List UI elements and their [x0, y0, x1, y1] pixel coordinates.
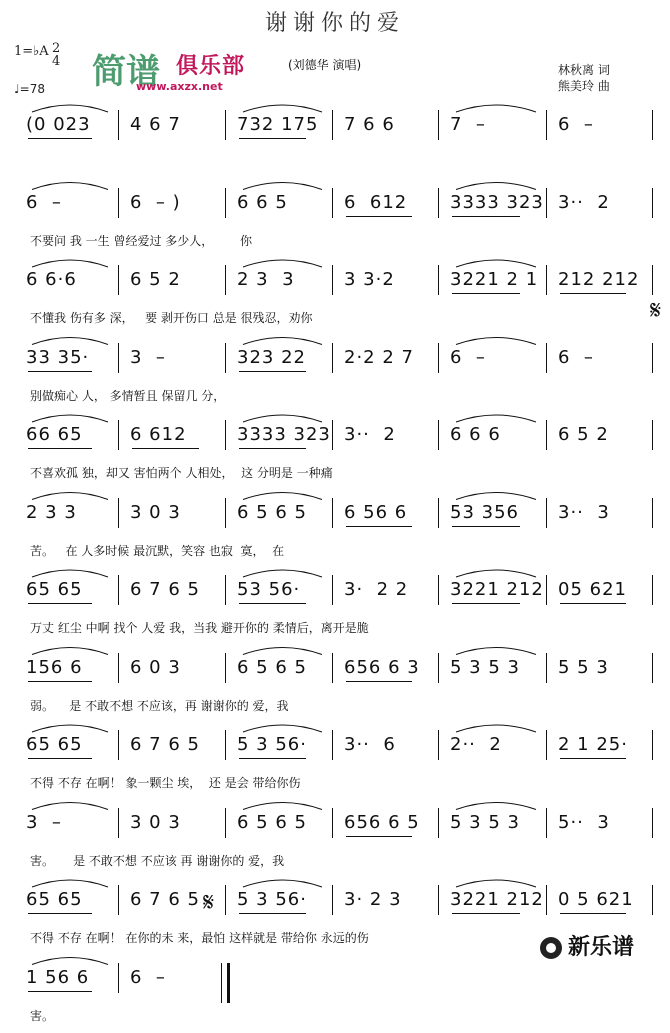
- bar-line: [118, 575, 119, 605]
- bar-line: [118, 343, 119, 373]
- bar-line: [652, 730, 653, 760]
- logo-word: 俱乐部: [176, 54, 246, 79]
- lyricist-credit: 林秋离 词: [558, 63, 610, 77]
- measure-notes: 2·2 2 7: [344, 346, 414, 368]
- bar-line: [118, 730, 119, 760]
- measure-notes: 3·· 2: [558, 191, 610, 213]
- beam-line: [346, 836, 412, 837]
- beam-line: [239, 758, 306, 759]
- measure-notes: 3·· 3: [558, 501, 610, 523]
- measure-notes: 156 6: [26, 656, 83, 678]
- bar-line: [546, 498, 547, 528]
- site-logo: [92, 44, 272, 100]
- measure-notes: 6 612: [130, 424, 187, 445]
- bar-line: [652, 653, 653, 683]
- bar-line: [438, 575, 439, 605]
- measure-notes: 656 6 3: [344, 656, 420, 678]
- beam-line: [560, 293, 626, 294]
- measure-notes: 3 0 3: [130, 501, 181, 523]
- score-row: [0, 110, 670, 180]
- bar-line: [225, 730, 226, 760]
- lyrics-line: 害。 是 不敢不想 不应该 再 谢谢你的 爱，我: [30, 853, 285, 868]
- measure-notes: 6 5 2: [130, 269, 181, 290]
- measure-notes: 6 0 3: [130, 656, 181, 678]
- bar-line: [225, 575, 226, 605]
- score-row: [0, 188, 670, 258]
- bar-line: [652, 420, 653, 450]
- measure-notes: 65 65: [26, 889, 83, 910]
- segno-mark-end: 𝄋: [203, 888, 215, 918]
- measure-notes: 3 3·2: [344, 269, 395, 290]
- measure-notes: 2 3 3: [26, 501, 77, 523]
- measure-notes: 6 5 6 5: [237, 501, 307, 523]
- measure-notes: 3333 323: [450, 191, 544, 213]
- bar-line: [332, 885, 333, 915]
- singer-credit: (刘德华 演唱): [288, 58, 362, 72]
- measure-notes: 66 65: [26, 424, 83, 445]
- score-row: [0, 420, 670, 490]
- measure-notes: 6 –: [558, 346, 594, 368]
- composer-credit: 熊美玲 曲: [558, 79, 610, 93]
- measure-notes: 65 65: [26, 734, 83, 755]
- bar-line: [652, 575, 653, 605]
- bar-line: [118, 498, 119, 528]
- measure-notes: 6 7 6 5: [130, 734, 200, 755]
- score-row: [0, 730, 670, 800]
- measure-notes: 3 0 3: [130, 811, 181, 833]
- measure-notes: 3221 212: [450, 579, 544, 600]
- bar-line: [332, 498, 333, 528]
- bar-line: [652, 498, 653, 528]
- lyrics-line: 不要问 我 一生 曾经爱过 多少人， 你: [30, 233, 252, 248]
- beam-line: [452, 913, 520, 914]
- measure-notes: 6 6 5: [237, 191, 288, 213]
- measure-notes: 3221 212: [450, 889, 544, 910]
- measure-notes: 3·· 2: [344, 424, 396, 445]
- measure-notes: 656 6 5: [344, 811, 420, 833]
- bar-line: [225, 110, 226, 140]
- measure-notes: 0 5 621: [558, 889, 634, 910]
- score-row: [0, 343, 670, 413]
- beam-line: [239, 138, 306, 139]
- measure-notes: 05 621: [558, 579, 627, 600]
- bar-line: [118, 188, 119, 218]
- measure-notes: 6 56 6: [344, 501, 408, 523]
- measure-notes: 6 – ): [130, 191, 181, 213]
- bar-line: [332, 808, 333, 838]
- bar-line: [118, 653, 119, 683]
- measure-notes: 6 7 6 5: [130, 579, 200, 600]
- tempo-marking: ♩=78: [14, 82, 45, 96]
- measure-notes: 4 6 7: [130, 114, 181, 135]
- measure-notes: 3221 2 1: [450, 269, 539, 290]
- lyrics-line: 害。: [30, 1008, 55, 1023]
- measure-notes: 7 –: [450, 114, 486, 135]
- measure-notes: 6 5 6 5: [237, 656, 307, 678]
- beam-line: [346, 681, 412, 682]
- bar-line: [332, 265, 333, 295]
- bar-line: [546, 188, 547, 218]
- score-row: [0, 498, 670, 568]
- lyrics-line: 不懂我 伤有多 深， 要 剥开伤口 总是 很残忍，劝你: [30, 311, 313, 325]
- measure-notes: 732 175: [237, 114, 319, 135]
- bar-line: [438, 420, 439, 450]
- bar-line: [118, 265, 119, 295]
- bar-line: [546, 575, 547, 605]
- score-row: [0, 808, 670, 878]
- score-row: [0, 653, 670, 723]
- measure-notes: 7 6 6: [344, 114, 395, 135]
- bar-line: [546, 265, 547, 295]
- bar-line: [438, 343, 439, 373]
- lyrics-line: 不喜欢孤 独，却又 害怕两个 人相处， 这 分明是 一种痛: [30, 466, 333, 480]
- beam-line: [28, 991, 92, 992]
- measure-notes: 53 56·: [237, 579, 301, 600]
- logo-url: www.axzx.net: [136, 80, 223, 93]
- bar-line: [652, 808, 653, 838]
- measure-notes: 6 5 6 5: [237, 811, 307, 833]
- beam-line: [28, 913, 92, 914]
- bar-line: [438, 885, 439, 915]
- brand-watermark: [540, 930, 634, 960]
- bar-line: [332, 653, 333, 683]
- bar-line: [438, 730, 439, 760]
- bar-line: [118, 885, 119, 915]
- measure-notes: (0 023: [26, 114, 91, 135]
- bar-line: [546, 808, 547, 838]
- bar-line: [118, 420, 119, 450]
- bar-line: [118, 963, 119, 993]
- measure-notes: 5·· 3: [558, 811, 610, 833]
- beam-line: [132, 448, 199, 449]
- time-top: 2: [52, 41, 61, 56]
- bar-line: [652, 343, 653, 373]
- beam-line: [28, 681, 92, 682]
- measure-notes: 1 56 6: [26, 966, 90, 988]
- lyrics-line: 苦。 在 人多时候 最沉默，笑容 也寂 寞， 在: [30, 543, 285, 558]
- lyrics-line: 不得 不存 在啊！ 在你的未 来，最怕 这样就是 带给你 永远的伤: [30, 931, 369, 945]
- bar-line: [546, 420, 547, 450]
- measure-notes: 6 –: [450, 346, 486, 368]
- measure-notes: 5 3 56·: [237, 889, 307, 910]
- bar-line: [118, 808, 119, 838]
- bar-line: [438, 110, 439, 140]
- bar-line: [438, 498, 439, 528]
- measure-notes: 212 212: [558, 269, 640, 290]
- bar-line: [652, 265, 653, 295]
- measure-notes: 3· 2 3: [344, 889, 402, 910]
- lyrics-line: 弱。 是 不敢不想 不应该，再 谢谢你的 爱，我: [30, 698, 289, 713]
- beam-line: [560, 758, 626, 759]
- key-label: 1=♭A: [14, 44, 49, 59]
- bar-line: [438, 653, 439, 683]
- beam-line: [28, 758, 92, 759]
- measure-notes: 6 7 6 5: [130, 889, 200, 910]
- bar-line: [225, 653, 226, 683]
- measure-notes: 3 –: [26, 811, 62, 833]
- bar-line: [546, 885, 547, 915]
- beam-line: [346, 526, 412, 527]
- credits: [558, 62, 610, 94]
- bar-line: [332, 343, 333, 373]
- measure-notes: 6 –: [130, 966, 166, 988]
- bar-line: [225, 188, 226, 218]
- bar-line: [332, 730, 333, 760]
- measure-notes: 2·· 2: [450, 734, 502, 755]
- score-row: [0, 575, 670, 645]
- bar-line: [546, 653, 547, 683]
- bar-line: [332, 188, 333, 218]
- measure-notes: 5 3 5 3: [450, 656, 520, 678]
- bar-line: [438, 265, 439, 295]
- bar-line: [652, 188, 653, 218]
- bar-line: [225, 265, 226, 295]
- beam-line: [346, 216, 412, 217]
- lyrics-line: 万丈 红尘 中啊 找个 人爱 我，当我 避开你的 柔情后，离开是脆: [30, 621, 369, 635]
- beam-line: [452, 603, 520, 604]
- measure-notes: 6 –: [26, 191, 62, 213]
- bar-line: [225, 420, 226, 450]
- time-signature: [52, 42, 60, 68]
- segno-mark: 𝄋: [650, 296, 662, 326]
- measure-notes: 6 612: [344, 191, 408, 213]
- beam-line: [28, 371, 92, 372]
- measure-notes: 6 5 2: [558, 424, 609, 445]
- bar-line: [438, 808, 439, 838]
- measure-notes: 5 3 5 3: [450, 811, 520, 833]
- bar-line: [225, 885, 226, 915]
- beam-line: [452, 526, 520, 527]
- measure-notes: 2 3 3: [237, 269, 295, 290]
- bar-line: [546, 110, 547, 140]
- measure-notes: 6 6·6: [26, 269, 77, 290]
- beam-line: [239, 448, 306, 449]
- measure-notes: 3 –: [130, 346, 166, 368]
- disc-icon: [540, 937, 562, 959]
- beam-line: [452, 216, 520, 217]
- measure-notes: 3· 2 2: [344, 579, 409, 600]
- beam-line: [239, 371, 306, 372]
- measure-notes: 3333 323: [237, 424, 331, 445]
- score-row: [0, 265, 670, 335]
- bar-line: [118, 110, 119, 140]
- beam-line: [239, 913, 306, 914]
- bar-line: [546, 730, 547, 760]
- beam-line: [239, 603, 306, 604]
- beam-line: [560, 603, 626, 604]
- bar-line: [225, 808, 226, 838]
- measure-notes: 53 356: [450, 501, 519, 523]
- lyrics-line: 别做痴心 人， 多情暂且 保留几 分，: [30, 388, 226, 403]
- brand-label: 新乐谱: [568, 935, 635, 960]
- beam-line: [452, 293, 520, 294]
- bar-line: [438, 188, 439, 218]
- key-signature: [14, 44, 49, 59]
- bar-line: [332, 420, 333, 450]
- bar-line: [652, 885, 653, 915]
- score-row: [0, 963, 670, 1033]
- measure-notes: 33 35·: [26, 346, 90, 368]
- measure-notes: 6 –: [558, 114, 594, 135]
- beam-line: [28, 603, 92, 604]
- beam-line: [28, 138, 92, 139]
- beam-line: [560, 913, 626, 914]
- time-bottom: 4: [52, 54, 61, 69]
- measure-notes: 6 6 6: [450, 424, 501, 445]
- measure-notes: 5 3 56·: [237, 734, 307, 755]
- bar-line: [332, 575, 333, 605]
- measure-notes: 65 65: [26, 579, 83, 600]
- lyrics-line: 不得 不存 在啊！ 象一颗尘 埃， 还 是会 带给你伤: [30, 776, 301, 790]
- measure-notes: 3·· 6: [344, 734, 396, 755]
- measure-notes: 2 1 25·: [558, 734, 628, 755]
- song-title: 谢谢你的爱: [264, 11, 405, 36]
- bar-line: [332, 110, 333, 140]
- beam-line: [28, 448, 92, 449]
- measure-notes: 5 5 3: [558, 656, 609, 678]
- bar-line: [225, 343, 226, 373]
- logo-glyph: 简谱: [92, 52, 160, 92]
- bar-line: [225, 498, 226, 528]
- bar-line: [652, 110, 653, 140]
- bar-line: [546, 343, 547, 373]
- measure-notes: 323 22: [237, 346, 306, 368]
